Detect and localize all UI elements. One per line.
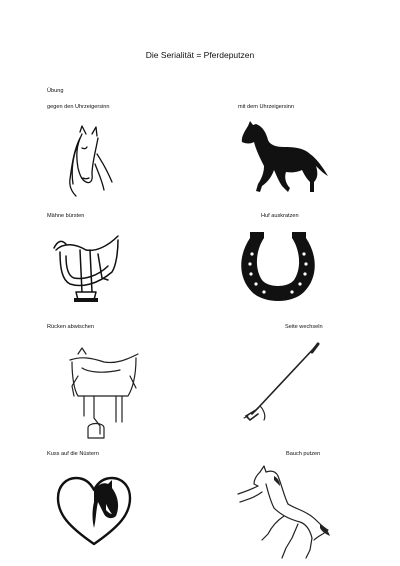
item-label-brush-mane: Mähne bürsten (47, 213, 85, 219)
item-label-kiss-nostrils: Kuss auf die Nüstern (47, 451, 99, 457)
horseshoe-icon (238, 228, 318, 308)
page-title: Die Serialität = Pferdeputzen (145, 50, 255, 60)
item-label-wipe-back: Rücken abwischen (47, 324, 94, 330)
western-saddle-icon (64, 346, 144, 442)
riding-crop-icon (238, 342, 322, 422)
rearing-horse-icon (232, 464, 332, 560)
saddle-icon (52, 228, 122, 308)
item-label-counterclockwise: gegen den Uhrzeigersinn (47, 104, 110, 110)
item-label-switch-side: Seite wechseln (285, 324, 323, 330)
horse-head-icon (62, 124, 114, 199)
item-label-clean-belly: Bauch putzen (286, 451, 321, 457)
heart-horse-icon (54, 474, 134, 548)
horse-silhouette-icon (238, 120, 334, 194)
section-heading: Übung (47, 88, 64, 94)
item-label-clockwise: mit dem Uhrzeigersinn (238, 104, 294, 110)
item-label-clean-hoof: Huf auskratzen (261, 213, 299, 219)
